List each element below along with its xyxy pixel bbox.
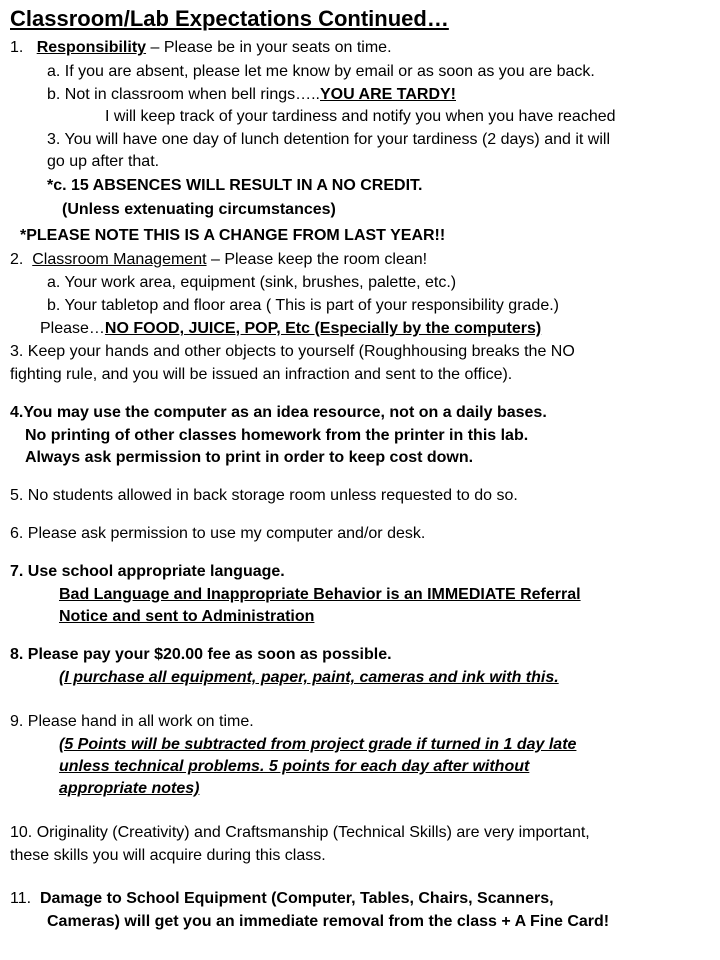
item-2-number: 2. [10,251,24,268]
item-3-line-1: 3. Keep your hands and other objects to yourself (Roughhousing breaks the NO [10,343,575,360]
item-11-number: 11. [10,890,32,907]
item-8-line-2: (I purchase all equipment, paper, paint, cameras and ink with this. [59,669,559,686]
item-1-three-line-1: 3. You will have one day of lunch detention for your tardiness (2 days) and it will [47,131,610,148]
item-9-line-1: 9. Please hand in all work on time. [10,713,254,730]
item-1a: a. If you are absent, please let me know by email or as soon as you are back. [47,63,595,80]
item-11-line-2: Cameras) will get you an immediate removal from the class + A Fine Card! [47,913,610,930]
item-8-line-1: 8. Please pay your $20.00 fee as soon as possible. [10,646,392,663]
item-10-line-2: these skills you will acquire during this class. [10,847,326,864]
item-9-line-4: appropriate notes) [59,780,200,797]
item-1b-text: b. Not in classroom when bell rings….. [47,86,320,103]
item-2-no-food: NO FOOD, JUICE, POP, Etc (Especially by the computers) [104,320,542,337]
item-1-heading-rest: – Please be in your seats on time. [146,39,392,56]
item-9-line-3: unless technical problems. 5 points for each day after without [59,758,530,775]
item-1b [47,85,456,105]
item-4-line-3: Always ask permission to print in order to keep cost down. [25,449,474,466]
item-1b-continued: I will keep track of your tardiness and notify you when you have reached [105,108,616,125]
item-3-line-2: fighting rule, and you will be issued an infraction and sent to the office). [10,366,513,383]
item-1-heading-line [10,38,392,58]
item-1-note: *PLEASE NOTE THIS IS A CHANGE FROM LAST YEAR!! [20,227,446,244]
item-5: 5. No students allowed in back storage room unless requested to do so. [10,487,518,504]
item-2-please-text: Please… [40,320,105,337]
item-2-heading-line [10,250,427,270]
item-1c: *c. 15 ABSENCES WILL RESULT IN A NO CREDIT. [47,177,423,194]
item-1-number: 1. [10,39,24,56]
item-7-line-1: 7. Use school appropriate language. [10,563,285,580]
item-7-line-2: Bad Language and Inappropriate Behavior is an IMMEDIATE Referral [59,586,581,603]
item-2-heading-rest: – Please keep the room clean! [206,251,428,268]
item-2-please [40,319,541,339]
item-1c-paren: (Unless extenuating circumstances) [62,201,336,218]
item-4-line-2: No printing of other classes homework from the printer in this lab. [25,427,529,444]
item-9-line-2: (5 Points will be subtracted from project grade if turned in 1 day late [59,736,577,753]
item-2a: a. Your work area, equipment (sink, brushes, palette, etc.) [47,274,457,291]
item-2b: b. Your tabletop and floor area ( This is part of your responsibility grade.) [47,297,559,314]
item-1b-tardy: YOU ARE TARDY! [320,86,456,103]
item-4-line-1: 4.You may use the computer as an idea resource, not on a daily bases. [10,404,547,421]
item-11-text-1: Damage to School Equipment (Computer, Tables, Chairs, Scanners, [39,890,554,907]
item-6: 6. Please ask permission to use my computer and/or desk. [10,525,426,542]
item-1-three-line-2: go up after that. [47,153,160,170]
item-1-heading: Responsibility [36,39,147,56]
item-11-line-1 [10,889,554,909]
item-2-heading: Classroom Management [32,251,207,268]
item-10-line-1: 10. Originality (Creativity) and Craftsmanship (Technical Skills) are very important, [10,824,590,841]
item-7-line-3: Notice and sent to Administration [59,608,315,625]
page-title: Classroom/Lab Expectations Continued… [10,6,449,31]
